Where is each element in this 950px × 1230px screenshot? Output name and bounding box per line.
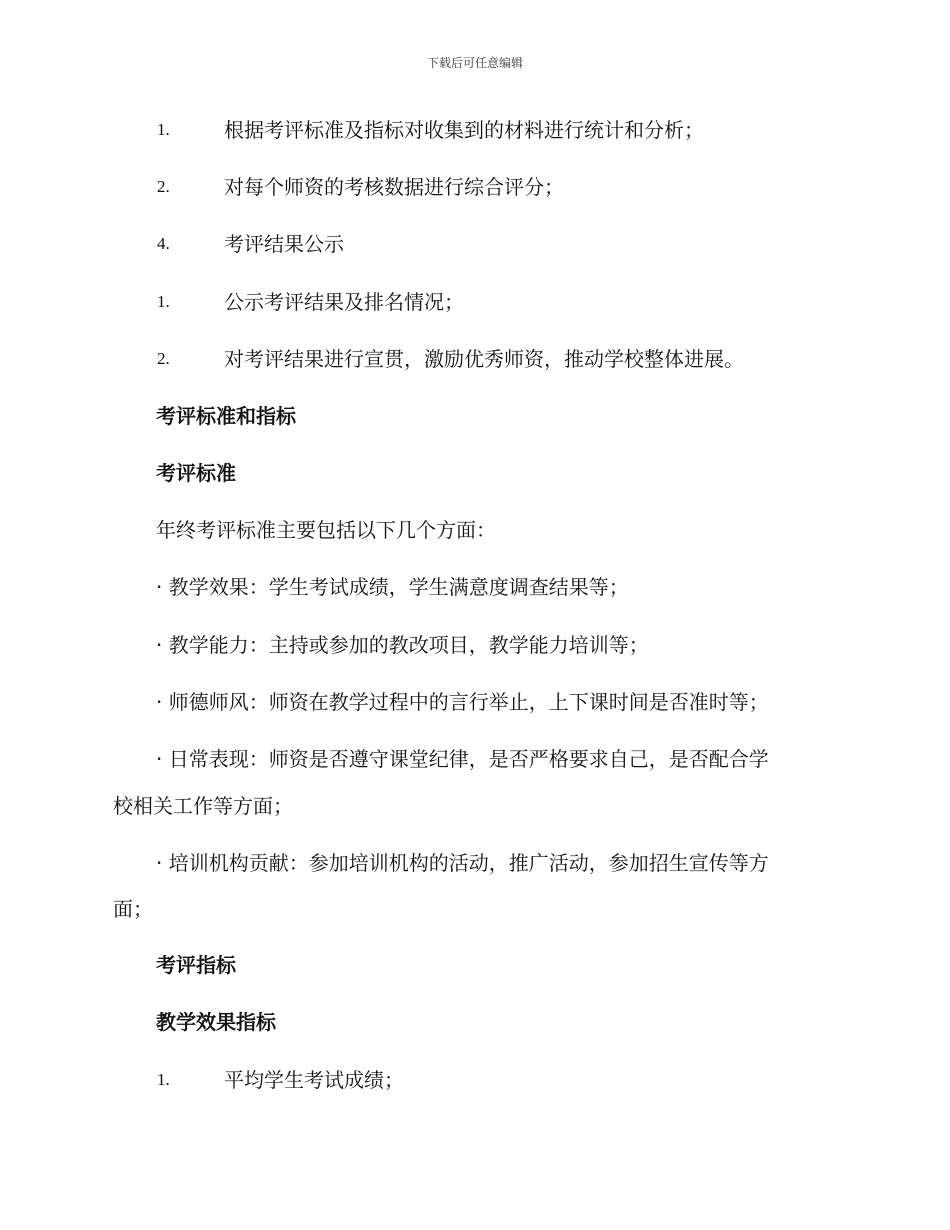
bullet-item: · 师德师风：师资在教学过程中的言行举止，上下课时间是否准时等；: [156, 690, 769, 714]
subsection-heading: 考评标准: [156, 461, 236, 485]
subsection-heading: 教学效果指标: [156, 1010, 276, 1034]
list-text: 公示考评结果及排名情况；: [224, 290, 464, 314]
list-text: 根据考评标准及指标对收集到的材料进行统计和分析；: [224, 118, 704, 142]
list-number: 1.: [157, 1070, 170, 1089]
list-text: 考评结果公示: [224, 232, 344, 256]
list-number: 4.: [157, 234, 170, 253]
paragraph: 年终考评标准主要包括以下几个方面：: [156, 518, 496, 542]
list-text: 对考评结果进行宣贯，激励优秀师资，推动学校整体进展。: [224, 347, 744, 371]
bullet-item-line2: 校相关工作等方面；: [113, 794, 293, 818]
list-text: 对每个师资的考核数据进行综合评分；: [224, 175, 564, 199]
bullet-item: · 教学能力：主持或参加的教改项目，教学能力培训等；: [156, 633, 649, 657]
section-heading: 考评标准和指标: [156, 404, 296, 428]
bullet-item-line1: · 日常表现：师资是否遵守课堂纪律，是否严格要求自己，是否配合学: [156, 747, 769, 771]
bullet-item-line2: 面；: [113, 897, 153, 921]
list-text: 平均学生考试成绩；: [224, 1068, 404, 1092]
subsection-heading: 考评指标: [156, 953, 236, 977]
list-number: 1.: [157, 292, 170, 311]
bullet-item-line1: · 培训机构贡献：参加培训机构的活动，推广活动，参加招生宣传等方: [156, 851, 769, 875]
page-header: 下载后可任意编辑: [426, 56, 523, 70]
bullet-item: · 教学效果：学生考试成绩，学生满意度调查结果等；: [156, 575, 629, 599]
list-number: 1.: [157, 120, 170, 139]
list-number: 2.: [157, 349, 170, 368]
list-number: 2.: [157, 177, 170, 196]
